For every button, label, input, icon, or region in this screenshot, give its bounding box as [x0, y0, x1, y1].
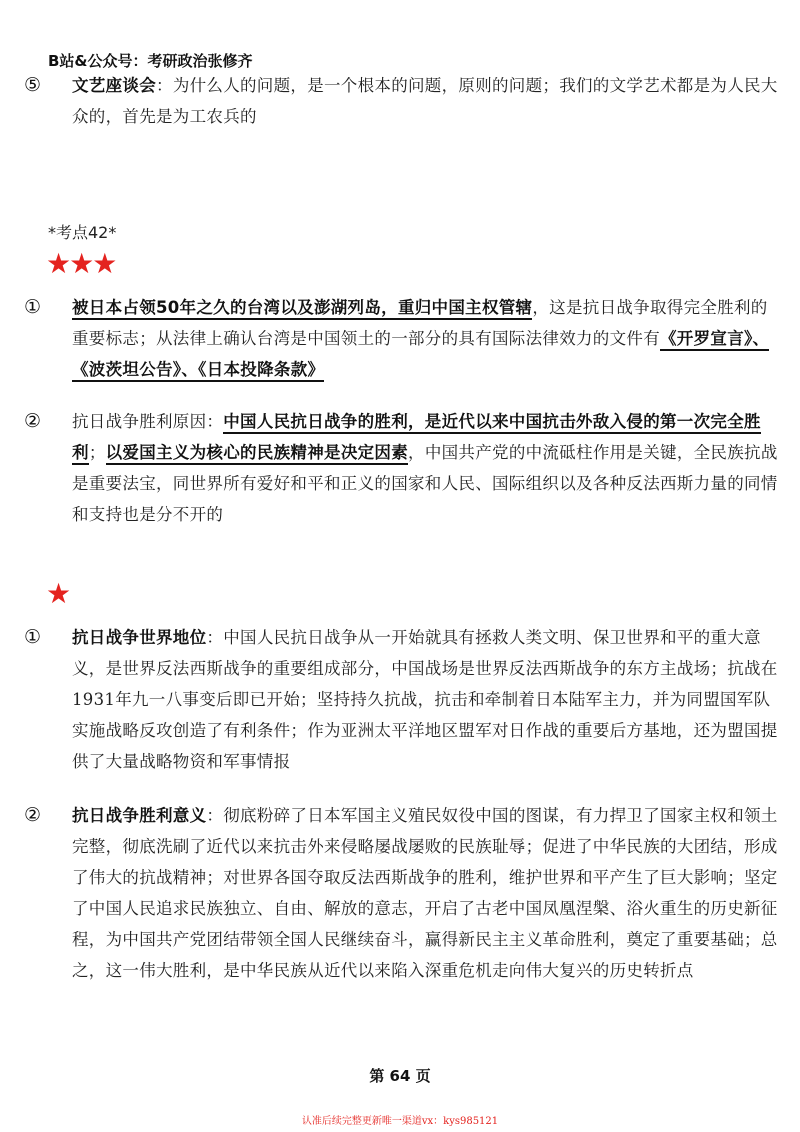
- kaodian-point-1: [24, 292, 782, 385]
- kaodian-label: *考点42*: [48, 223, 117, 242]
- item-number: ①: [24, 296, 42, 318]
- item-text: 中国人民抗日战争从一开始就具有拯救人类文明、保卫世界和平的重大意义，是世界反法西斯战争的重要组成部分，中国战场是世界反法西斯战争的东方主战场；抗战在1931年九一八事变后即已开始；坚持持久抗战，抗击和牵制着日本陆军主力，并为同盟国军队实施战略反攻创造了有利条件；作为亚洲太平洋地区盟军对日作战的重要后方基地，还为盟国提供了大量战略物资和军事情报: [72, 628, 778, 771]
- page-number: 第 64 页: [369, 1067, 431, 1085]
- item-number: ②: [24, 410, 42, 432]
- item-text: ，这是抗日战争取得完全胜利的重要标志；从法律上确认台湾是中国领土的一部分的具有国际法律效力的文件有: [72, 298, 768, 348]
- key-point-2: 以爱国主义为核心的民族精神是决定因素: [106, 443, 408, 465]
- item-number: ①: [24, 626, 42, 648]
- watermark: 认准后续完整更新唯一渠道vx：kys985121: [301, 1116, 499, 1127]
- section-point-1: ① 抗日战争世界地位：中国人民抗日战争从一开始就具有拯救人类文明、保卫世界和平的重大意义，是世界反法西斯战争的重要组成部分，中国战场是世界反法西斯战争的东方主战场；抗战在1931年九一八事变后即已开始；坚持持久抗战，抗击和牵制着日本陆军主力，并为同盟国军队实施战略反攻创造了有利条件；作为亚洲太平洋地区盟军对日作战的重要后方基地，还为盟国提供了大量战略物资和军事情报: [48, 622, 782, 777]
- item-text: 为什么人的问题，是一个根本的问题，原则的问题；我们的文学艺术都是为人民大众的，首先是为工农兵的: [72, 76, 778, 126]
- importance-stars-3: ★★★: [46, 247, 116, 280]
- importance-stars-1: ★: [46, 577, 70, 610]
- kaodian-point-2: ② 抗日战争胜利原因：中国人民抗日战争的胜利，是近代以来中国抗击外敌入侵的第一次完全胜利；以爱国主义为核心的民族精神是决定因素，中国共产党的中流砥柱作用是关键，全民族抗战是重要法宝，同世界所有爱好和平和正义的国家和人民、国际组织以及各种反法西斯力量的同情和支持也是分不开的: [48, 406, 782, 530]
- key-point: 被日本占领50年之久的台湾以及澎湖列岛，重归中国主权管辖: [72, 298, 532, 320]
- item-text: ，中国共产党的中流砥柱作用是关键，全民族抗战是重要法宝，同世界所有爱好和平和正义的国家和人民、国际组织以及各种反法西斯力量的同情和支持也是分不开的: [72, 443, 778, 524]
- key-documents: 《开罗宣言》、《波茨坦公告》、《日本投降条款》: [72, 329, 769, 382]
- section-point-2: ② 抗日战争胜利意义：彻底粉碎了日本军国主义殖民奴役中国的图谋，有力捍卫了国家主权和领土完整，彻底洗刷了近代以来抗击外来侵略屡战屡败的民族耻辱；促进了中华民族的大团结，形成了伟大的抗战精神；对世界各国夺取反法西斯战争的胜利，维护世界和平产生了巨大影响；坚定了中国人民追求民族独立、自由、解放的意志，开启了古老中国凤凰涅槃、浴火重生的历史新征程，为中国共产党团结带领全国人民继续奋斗，赢得新民主主义革命胜利，奠定了重要基础；总之，这一伟大胜利，是中华民族从近代以来陷入深重危机走向伟大复兴的历史转折点: [48, 800, 782, 986]
- page-header: B站&公众号：考研政治张修齐: [48, 52, 253, 70]
- item-title: 文艺座谈会: [72, 76, 156, 95]
- item-title: 抗日战争胜利意义: [72, 806, 207, 825]
- item-number: ②: [24, 804, 42, 826]
- item-number: ⑤: [24, 74, 42, 96]
- item-title: 抗日战争世界地位: [72, 628, 207, 647]
- item-5: ⑤ 文艺座谈会：为什么人的问题，是一个根本的问题，原则的问题；我们的文学艺术都是为人民大众的，首先是为工农兵的: [48, 70, 782, 132]
- key-point: 中国人民抗日战争的胜利，是近代以来中国抗击外敌入侵的第一次完全胜利: [72, 412, 761, 465]
- item-text: 彻底粉碎了日本军国主义殖民奴役中国的图谋，有力捍卫了国家主权和领土完整，彻底洗刷了近代以来抗击外来侵略屡战屡败的民族耻辱；促进了中华民族的大团结，形成了伟大的抗战精神；对世界各国夺取反法西斯战争的胜利，维护世界和平产生了巨大影响；坚定了中国人民追求民族独立、自由、解放的意志，开启了古老中国凤凰涅槃、浴火重生的历史新征程，为中国共产党团结带领全国人民继续奋斗，赢得新民主主义革命胜利，奠定了重要基础；总之，这一伟大胜利，是中华民族从近代以来陷入深重危机走向伟大复兴的历史转折点: [72, 806, 778, 980]
